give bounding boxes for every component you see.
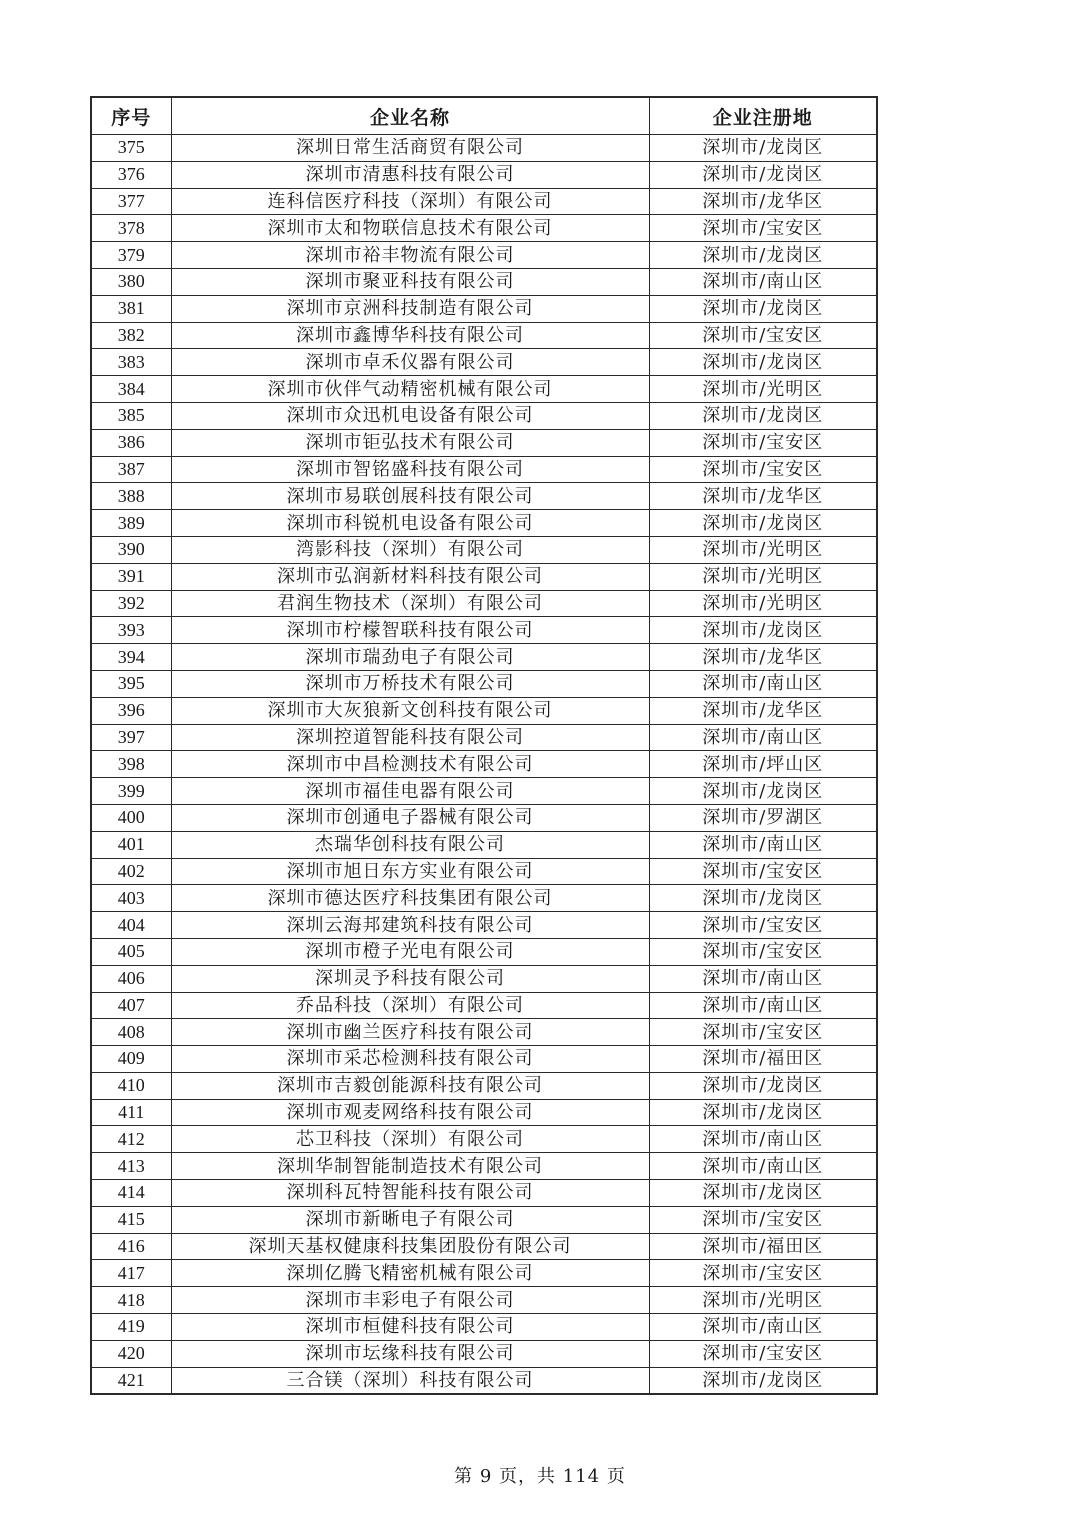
cell-seq: 389 <box>91 510 171 537</box>
cell-seq: 401 <box>91 831 171 858</box>
table-row <box>91 268 877 295</box>
cell-company-name: 深圳市丰彩电子有限公司 <box>171 1287 649 1314</box>
cell-registration-place: 深圳市/宝安区 <box>649 215 877 242</box>
cell-registration-place: 深圳市/南山区 <box>649 831 877 858</box>
cell-company-name: 深圳市智铭盛科技有限公司 <box>171 456 649 483</box>
table-row <box>91 644 877 671</box>
table-row <box>91 483 877 510</box>
table-row <box>91 1099 877 1126</box>
cell-registration-place: 深圳市/龙岗区 <box>649 1099 877 1126</box>
cell-registration-place: 深圳市/龙岗区 <box>649 295 877 322</box>
cell-seq: 392 <box>91 590 171 617</box>
cell-company-name: 深圳控道智能科技有限公司 <box>171 724 649 751</box>
table-body <box>91 135 877 1395</box>
cell-company-name: 深圳市德达医疗科技集团有限公司 <box>171 885 649 912</box>
table-row <box>91 1233 877 1260</box>
table-row <box>91 188 877 215</box>
cell-company-name: 深圳市采芯检测科技有限公司 <box>171 1046 649 1073</box>
cell-seq: 395 <box>91 670 171 697</box>
table-row <box>91 510 877 537</box>
cell-company-name: 深圳市伙伴气动精密机械有限公司 <box>171 376 649 403</box>
cell-registration-place: 深圳市/光明区 <box>649 590 877 617</box>
cell-company-name: 深圳市瑞劲电子有限公司 <box>171 644 649 671</box>
cell-company-name: 深圳市万桥技术有限公司 <box>171 670 649 697</box>
cell-company-name: 深圳市观麦网络科技有限公司 <box>171 1099 649 1126</box>
table-row <box>91 161 877 188</box>
header-company-name: 企业名称 <box>171 97 649 135</box>
cell-seq: 386 <box>91 429 171 456</box>
cell-seq: 384 <box>91 376 171 403</box>
table-row <box>91 295 877 322</box>
cell-company-name: 深圳市旭日东方实业有限公司 <box>171 858 649 885</box>
cell-registration-place: 深圳市/福田区 <box>649 1046 877 1073</box>
cell-seq: 411 <box>91 1099 171 1126</box>
cell-company-name: 深圳市桓健科技有限公司 <box>171 1314 649 1341</box>
cell-company-name: 深圳市吉毅创能源科技有限公司 <box>171 1072 649 1099</box>
cell-registration-place: 深圳市/南山区 <box>649 268 877 295</box>
cell-registration-place: 深圳市/坪山区 <box>649 751 877 778</box>
page-footer: 第 9 页，共 114 页 <box>454 1466 626 1487</box>
enterprise-table <box>90 96 878 1395</box>
cell-registration-place: 深圳市/龙岗区 <box>649 510 877 537</box>
cell-company-name: 深圳市福佳电器有限公司 <box>171 778 649 805</box>
cell-company-name: 君润生物技术（深圳）有限公司 <box>171 590 649 617</box>
cell-registration-place: 深圳市/光明区 <box>649 536 877 563</box>
cell-registration-place: 深圳市/龙岗区 <box>649 778 877 805</box>
cell-seq: 393 <box>91 617 171 644</box>
cell-seq: 403 <box>91 885 171 912</box>
enterprise-table-container <box>90 96 876 1395</box>
cell-company-name: 深圳市幽兰医疗科技有限公司 <box>171 1019 649 1046</box>
cell-registration-place: 深圳市/龙华区 <box>649 483 877 510</box>
table-header-row <box>91 97 877 135</box>
cell-company-name: 深圳市易联创展科技有限公司 <box>171 483 649 510</box>
table-row <box>91 831 877 858</box>
cell-seq: 418 <box>91 1287 171 1314</box>
cell-seq: 405 <box>91 938 171 965</box>
cell-company-name: 深圳市创通电子器械有限公司 <box>171 804 649 831</box>
cell-seq: 419 <box>91 1314 171 1341</box>
cell-seq: 412 <box>91 1126 171 1153</box>
table-row <box>91 402 877 429</box>
cell-seq: 383 <box>91 349 171 376</box>
cell-company-name: 深圳市橙子光电有限公司 <box>171 938 649 965</box>
cell-seq: 407 <box>91 992 171 1019</box>
table-row <box>91 858 877 885</box>
cell-company-name: 深圳灵予科技有限公司 <box>171 965 649 992</box>
cell-registration-place: 深圳市/龙岗区 <box>649 349 877 376</box>
cell-company-name: 深圳市坛缘科技有限公司 <box>171 1340 649 1367</box>
cell-company-name: 深圳市众迅机电设备有限公司 <box>171 402 649 429</box>
cell-registration-place: 深圳市/光明区 <box>649 1287 877 1314</box>
cell-company-name: 深圳市太和物联信息技术有限公司 <box>171 215 649 242</box>
cell-seq: 382 <box>91 322 171 349</box>
table-row <box>91 349 877 376</box>
cell-registration-place: 深圳市/龙岗区 <box>649 161 877 188</box>
table-row <box>91 563 877 590</box>
cell-registration-place: 深圳市/南山区 <box>649 1153 877 1180</box>
cell-seq: 414 <box>91 1180 171 1207</box>
cell-registration-place: 深圳市/福田区 <box>649 1233 877 1260</box>
cell-seq: 406 <box>91 965 171 992</box>
cell-registration-place: 深圳市/宝安区 <box>649 912 877 939</box>
cell-company-name: 深圳市裕丰物流有限公司 <box>171 242 649 269</box>
table-row <box>91 1314 877 1341</box>
cell-registration-place: 深圳市/龙岗区 <box>649 135 877 162</box>
cell-registration-place: 深圳市/龙华区 <box>649 644 877 671</box>
table-row <box>91 885 877 912</box>
table-row <box>91 1340 877 1367</box>
cell-seq: 387 <box>91 456 171 483</box>
cell-company-name: 深圳市中昌检测技术有限公司 <box>171 751 649 778</box>
cell-registration-place: 深圳市/南山区 <box>649 1126 877 1153</box>
cell-seq: 420 <box>91 1340 171 1367</box>
table-row <box>91 1180 877 1207</box>
table-row <box>91 376 877 403</box>
cell-seq: 385 <box>91 402 171 429</box>
cell-company-name: 乔品科技（深圳）有限公司 <box>171 992 649 1019</box>
table-row <box>91 590 877 617</box>
cell-company-name: 连科信医疗科技（深圳）有限公司 <box>171 188 649 215</box>
cell-company-name: 深圳市科锐机电设备有限公司 <box>171 510 649 537</box>
cell-registration-place: 深圳市/南山区 <box>649 670 877 697</box>
table-row <box>91 135 877 162</box>
cell-seq: 394 <box>91 644 171 671</box>
cell-seq: 417 <box>91 1260 171 1287</box>
cell-registration-place: 深圳市/龙岗区 <box>649 617 877 644</box>
table-row <box>91 215 877 242</box>
header-registration-place: 企业注册地 <box>649 97 877 135</box>
cell-seq: 379 <box>91 242 171 269</box>
table-row <box>91 536 877 563</box>
table-row <box>91 804 877 831</box>
table-row <box>91 1019 877 1046</box>
table-row <box>91 938 877 965</box>
cell-registration-place: 深圳市/罗湖区 <box>649 804 877 831</box>
cell-seq: 413 <box>91 1153 171 1180</box>
table-row <box>91 670 877 697</box>
table-row <box>91 1072 877 1099</box>
cell-company-name: 深圳市钜弘技术有限公司 <box>171 429 649 456</box>
cell-seq: 396 <box>91 697 171 724</box>
cell-registration-place: 深圳市/龙岗区 <box>649 242 877 269</box>
cell-company-name: 深圳华制智能制造技术有限公司 <box>171 1153 649 1180</box>
cell-registration-place: 深圳市/南山区 <box>649 1314 877 1341</box>
cell-company-name: 湾影科技（深圳）有限公司 <box>171 536 649 563</box>
cell-registration-place: 深圳市/宝安区 <box>649 456 877 483</box>
cell-registration-place: 深圳市/南山区 <box>649 724 877 751</box>
cell-seq: 415 <box>91 1206 171 1233</box>
table-row <box>91 751 877 778</box>
cell-seq: 404 <box>91 912 171 939</box>
cell-seq: 410 <box>91 1072 171 1099</box>
table-row <box>91 242 877 269</box>
cell-registration-place: 深圳市/宝安区 <box>649 1019 877 1046</box>
table-row <box>91 1046 877 1073</box>
cell-registration-place: 深圳市/光明区 <box>649 563 877 590</box>
table-row <box>91 912 877 939</box>
cell-registration-place: 深圳市/光明区 <box>649 376 877 403</box>
cell-seq: 376 <box>91 161 171 188</box>
cell-company-name: 深圳亿腾飞精密机械有限公司 <box>171 1260 649 1287</box>
cell-registration-place: 深圳市/龙岗区 <box>649 402 877 429</box>
table-row <box>91 1126 877 1153</box>
cell-company-name: 深圳市柠檬智联科技有限公司 <box>171 617 649 644</box>
cell-company-name: 深圳市新晰电子有限公司 <box>171 1206 649 1233</box>
cell-seq: 391 <box>91 563 171 590</box>
cell-company-name: 深圳市卓禾仪器有限公司 <box>171 349 649 376</box>
cell-seq: 408 <box>91 1019 171 1046</box>
cell-company-name: 深圳市大灰狼新文创科技有限公司 <box>171 697 649 724</box>
cell-seq: 399 <box>91 778 171 805</box>
cell-registration-place: 深圳市/龙岗区 <box>649 1367 877 1394</box>
header-seq: 序号 <box>91 97 171 135</box>
cell-registration-place: 深圳市/宝安区 <box>649 938 877 965</box>
cell-company-name: 深圳市清惠科技有限公司 <box>171 161 649 188</box>
cell-company-name: 深圳天基权健康科技集团股份有限公司 <box>171 1233 649 1260</box>
cell-seq: 397 <box>91 724 171 751</box>
cell-seq: 388 <box>91 483 171 510</box>
cell-company-name: 深圳市鑫博华科技有限公司 <box>171 322 649 349</box>
cell-registration-place: 深圳市/龙岗区 <box>649 885 877 912</box>
cell-registration-place: 深圳市/宝安区 <box>649 1340 877 1367</box>
cell-company-name: 深圳市京洲科技制造有限公司 <box>171 295 649 322</box>
table-row <box>91 456 877 483</box>
cell-seq: 421 <box>91 1367 171 1394</box>
cell-company-name: 深圳市聚亚科技有限公司 <box>171 268 649 295</box>
cell-company-name: 芯卫科技（深圳）有限公司 <box>171 1126 649 1153</box>
table-row <box>91 429 877 456</box>
cell-company-name: 杰瑞华创科技有限公司 <box>171 831 649 858</box>
cell-registration-place: 深圳市/南山区 <box>649 992 877 1019</box>
cell-company-name: 深圳市弘润新材料科技有限公司 <box>171 563 649 590</box>
cell-registration-place: 深圳市/宝安区 <box>649 429 877 456</box>
cell-seq: 378 <box>91 215 171 242</box>
cell-seq: 400 <box>91 804 171 831</box>
table-row <box>91 1367 877 1394</box>
table-row <box>91 1287 877 1314</box>
table-row <box>91 322 877 349</box>
table-row <box>91 1153 877 1180</box>
cell-seq: 380 <box>91 268 171 295</box>
cell-seq: 381 <box>91 295 171 322</box>
cell-registration-place: 深圳市/龙岗区 <box>649 1072 877 1099</box>
cell-registration-place: 深圳市/宝安区 <box>649 1206 877 1233</box>
cell-registration-place: 深圳市/龙华区 <box>649 188 877 215</box>
table-row <box>91 724 877 751</box>
table-row <box>91 697 877 724</box>
cell-company-name: 三合镁（深圳）科技有限公司 <box>171 1367 649 1394</box>
cell-seq: 377 <box>91 188 171 215</box>
cell-registration-place: 深圳市/龙华区 <box>649 697 877 724</box>
cell-registration-place: 深圳市/龙岗区 <box>649 1180 877 1207</box>
cell-seq: 375 <box>91 135 171 162</box>
table-row <box>91 778 877 805</box>
table-row <box>91 1260 877 1287</box>
cell-seq: 398 <box>91 751 171 778</box>
cell-registration-place: 深圳市/宝安区 <box>649 1260 877 1287</box>
table-row <box>91 617 877 644</box>
cell-registration-place: 深圳市/宝安区 <box>649 858 877 885</box>
table-row <box>91 1206 877 1233</box>
cell-company-name: 深圳云海邦建筑科技有限公司 <box>171 912 649 939</box>
table-row <box>91 992 877 1019</box>
cell-company-name: 深圳日常生活商贸有限公司 <box>171 135 649 162</box>
cell-seq: 402 <box>91 858 171 885</box>
cell-registration-place: 深圳市/南山区 <box>649 965 877 992</box>
cell-company-name: 深圳科瓦特智能科技有限公司 <box>171 1180 649 1207</box>
cell-seq: 409 <box>91 1046 171 1073</box>
cell-seq: 390 <box>91 536 171 563</box>
cell-seq: 416 <box>91 1233 171 1260</box>
table-row <box>91 965 877 992</box>
cell-registration-place: 深圳市/宝安区 <box>649 322 877 349</box>
